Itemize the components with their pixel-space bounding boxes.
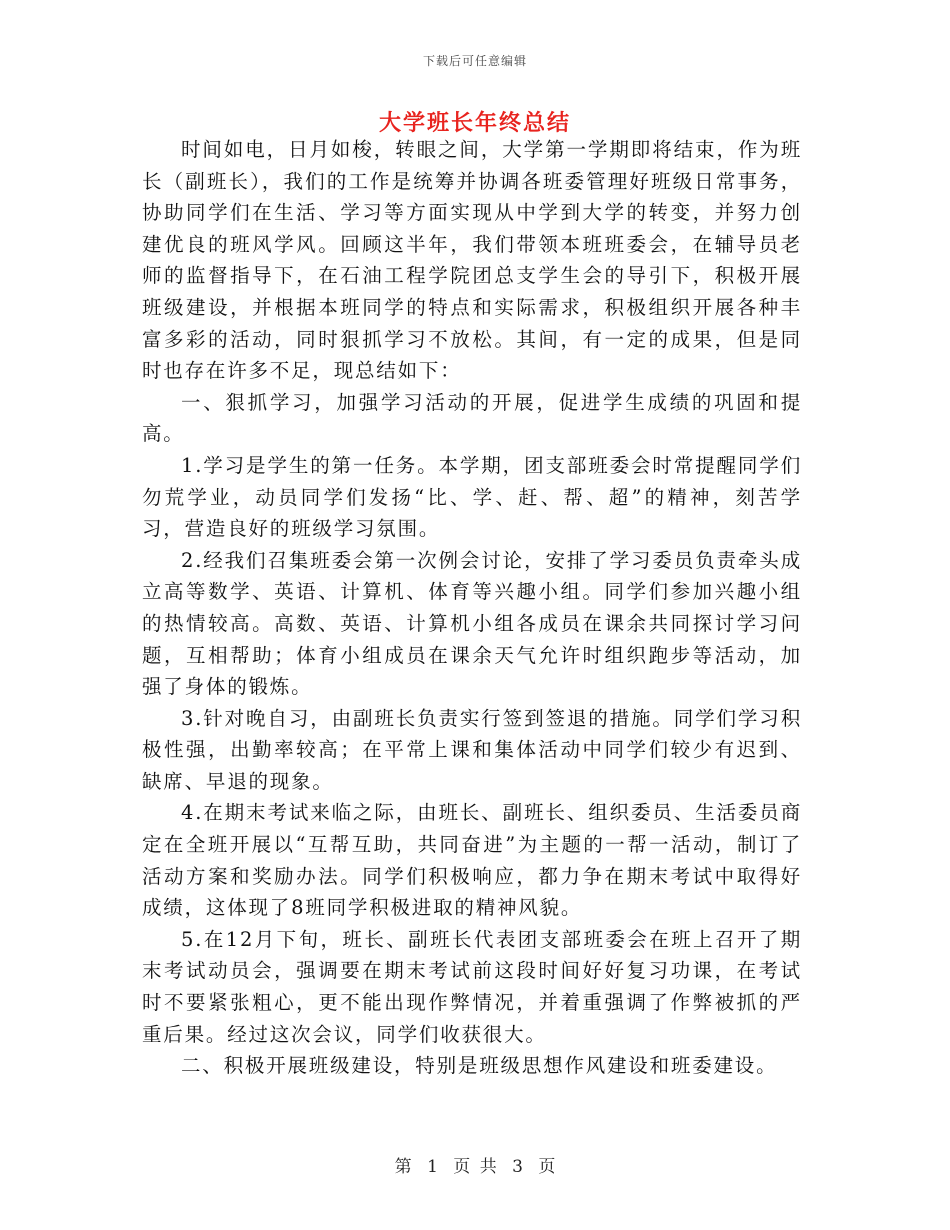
paragraph-section-1-heading: 一、狠抓学习，加强学习活动的开展，促进学生成绩的巩固和提高。 xyxy=(142,390,802,446)
paragraph-item-2: 2.经我们召集班委会第一次例会讨论，安排了学习委员负责牵头成立高等数学、英语、计算机、体育等兴趣小组。同学们参加兴趣小组的热情较高。高数、英语、计算机小组各成员在课余共同探讨学习问题，互相帮助；体育小组成员在课余天气允许时组织跑步等活动，加强了身体的锻炼。 xyxy=(142,548,802,699)
footer-page-total: 3 xyxy=(512,1157,523,1177)
paragraph-intro: 时间如电，日月如梭，转眼之间，大学第一学期即将结束，作为班长（副班长），我们的工作是统筹并协调各班委管理好班级日常事务，协助同学们在生活、学习等方面实现从中学到大学的转变，并努力创建优良的班风学风。回顾这半年，我们带领本班班委会，在辅导员老师的监督指导下，在石油工程学院团总支学生会的导引下，积极开展班级建设，并根据本班同学的特点和实际需求，积极组织开展各种丰富多彩的活动，同时狠抓学习不放松。其间，有一定的成果，但是同时也存在许多不足，现总结如下： xyxy=(142,138,802,383)
footer-suffix: 页 xyxy=(538,1157,556,1177)
paragraph-item-3: 3.针对晚自习，由副班长负责实行签到签退的措施。同学们学习积极性强，出勤率较高；在平常上课和集体活动中同学们较少有迟到、缺席、早退的现象。 xyxy=(142,706,802,793)
paragraph-item-5: 5.在12月下旬，班长、副班长代表团支部班委会在班上召开了期末考试动员会，强调要在期末考试前这段时间好好复习功课，在考试时不要紧张粗心，更不能出现作弊情况，并着重强调了作弊被抓的严重后果。经过这次会议，同学们收获很大。 xyxy=(142,927,802,1046)
document-title: 大学班长年终总结 xyxy=(378,110,571,136)
footer-page-number: 1 xyxy=(427,1157,438,1177)
footer-prefix: 第 xyxy=(394,1157,412,1177)
document-body xyxy=(142,134,802,1082)
paragraph-section-2-heading: 二、积极开展班级建设，特别是班级思想作风建设和班委建设。 xyxy=(181,1054,778,1078)
page-header-note: 下载后可任意编辑 xyxy=(422,54,527,68)
footer-mid: 页 共 xyxy=(453,1157,497,1177)
paragraph-item-4: 4.在期末考试来临之际，由班长、副班长、组织委员、生活委员商定在全班开展以“互帮互助，共同奋进”为主题的一帮一活动，制订了活动方案和奖励办法。同学们积极响应，都力争在期末考试中取得好成绩，这体现了8班同学积极进取的精神风貌。 xyxy=(142,801,802,920)
page-footer xyxy=(0,1152,950,1177)
paragraph-item-1: 1.学习是学生的第一任务。本学期，团支部班委会时常提醒同学们勿荒学业，动员同学们发扬“比、学、赶、帮、超”的精神，刻苦学习，营造良好的班级学习氛围。 xyxy=(142,453,802,541)
